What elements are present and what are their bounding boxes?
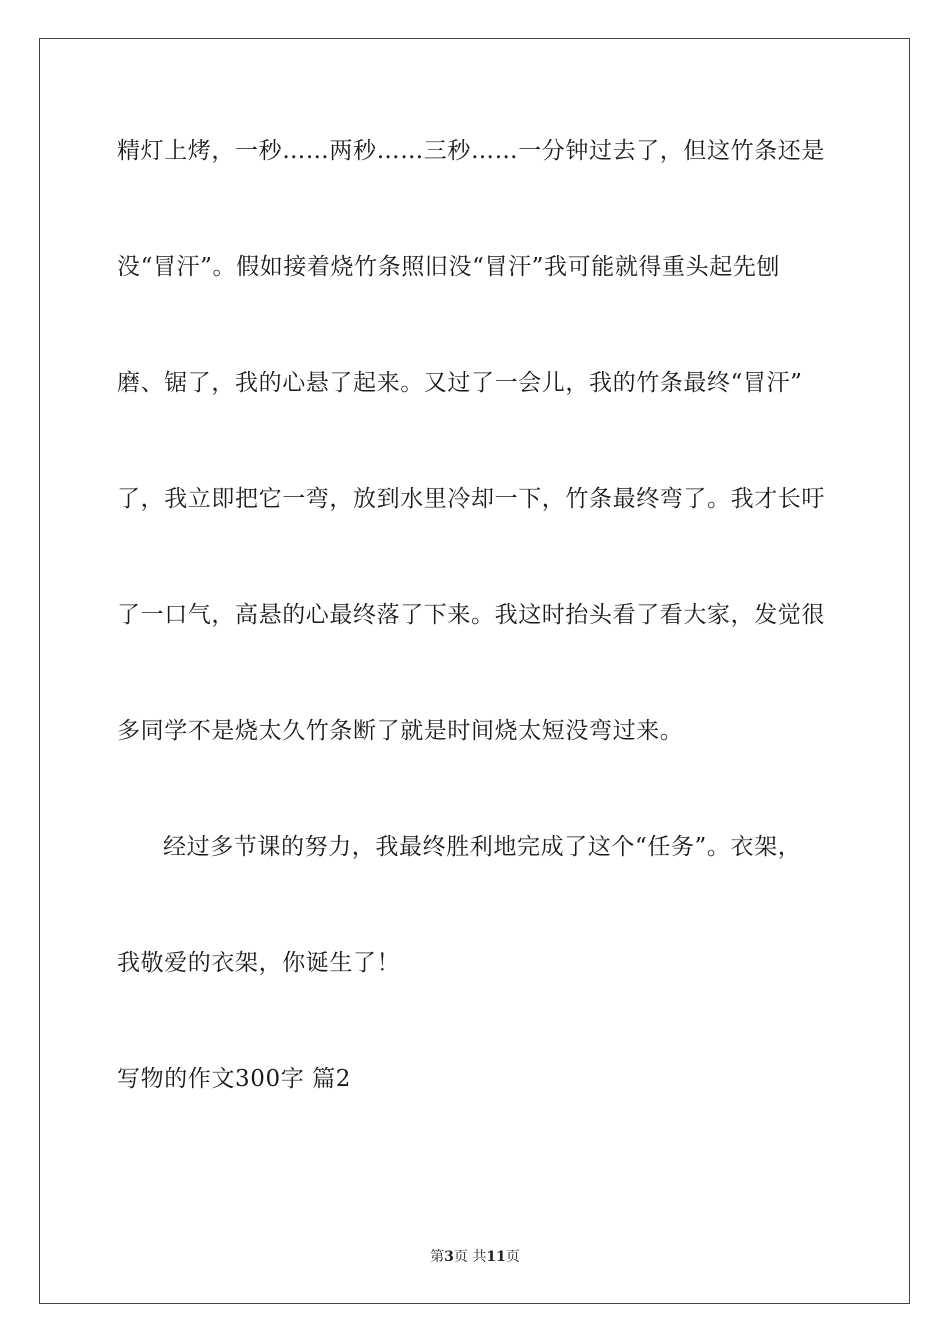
text-line: 磨、锯了，我的心悬了起来。又过了一会儿，我的竹条最终“冒汗” bbox=[117, 370, 803, 396]
total-page-number: 11 bbox=[486, 1249, 506, 1265]
text-line: 没“冒汗”。假如接着烧竹条照旧没“冒汗”我可能就得重头起先刨 bbox=[117, 254, 781, 280]
document-body bbox=[117, 128, 837, 1102]
current-page-number: 3 bbox=[444, 1249, 454, 1265]
text-line: 精灯上烤，一秒……两秒……三秒……一分钟过去了，但这竹条还是 bbox=[117, 138, 825, 164]
page-footer bbox=[0, 1246, 950, 1266]
footer-suffix: 页 bbox=[505, 1249, 520, 1265]
section-heading: 写物的作文300字 篇2 bbox=[117, 1066, 352, 1092]
text-line: 了一口气，高悬的心最终落了下来。我这时抬头看了看大家，发觉很 bbox=[117, 602, 825, 628]
text-line: 多同学不是烧太久竹条断了就是时间烧太短没弯过来。 bbox=[117, 718, 684, 744]
text-line: 了，我立即把它一弯，放到水里冷却一下，竹条最终弯了。我才长吁 bbox=[117, 486, 825, 512]
text-line: 经过多节课的努力，我最终胜利地完成了这个“任务”。衣架， bbox=[163, 834, 802, 860]
paragraph-1 bbox=[117, 128, 837, 754]
footer-middle: 页 共 bbox=[453, 1249, 487, 1265]
paragraph-2 bbox=[117, 824, 837, 986]
footer-prefix: 第 bbox=[430, 1249, 445, 1265]
text-line: 我敬爱的衣架，你诞生了！ bbox=[117, 950, 401, 976]
